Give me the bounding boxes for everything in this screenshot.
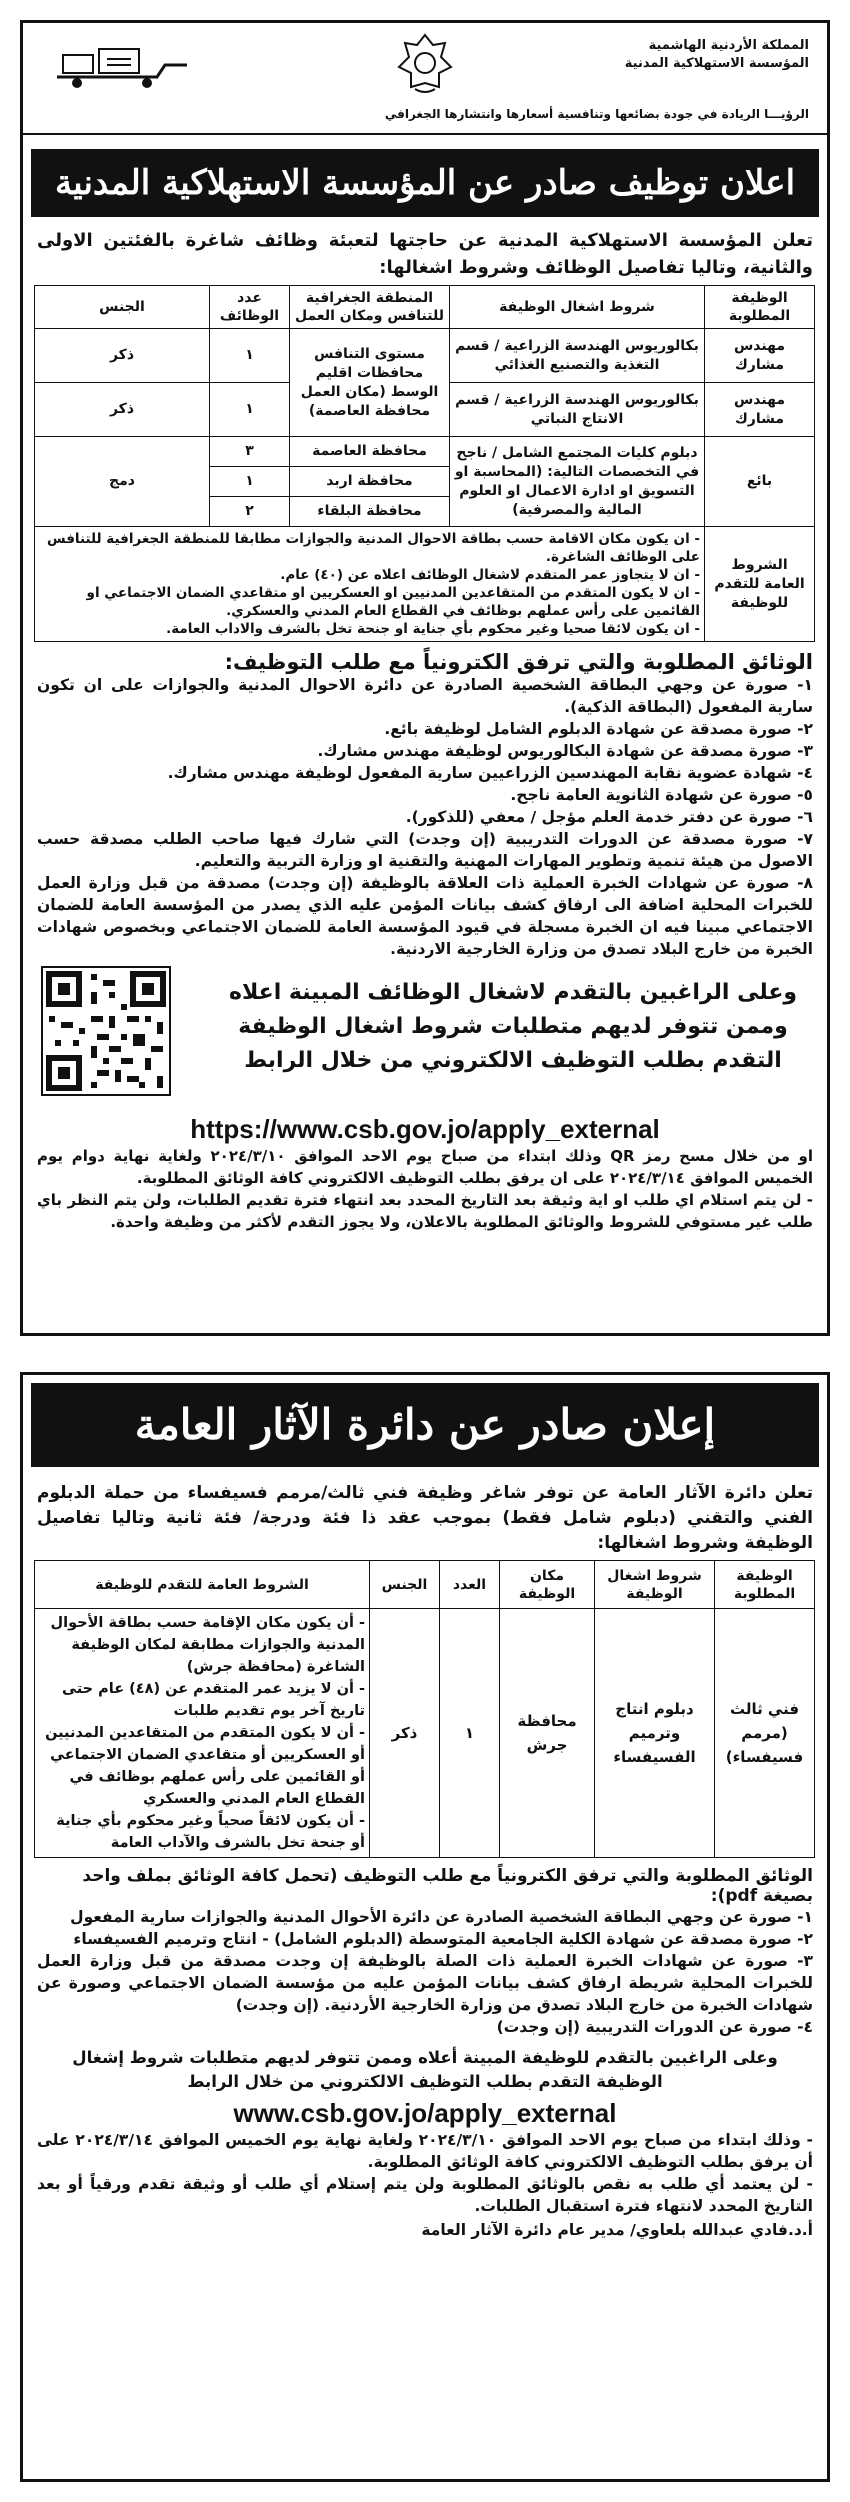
job-gender: دمج [35, 437, 210, 527]
header-requirements: شروط اشغال الوظيفة [450, 286, 705, 329]
list-item: ١- صورة عن وجهي البطاقة الشخصية الصادرة عن دائرة الأحوال المدنية والجوازات سارية المفعول [70, 1908, 813, 1926]
table-row [35, 1609, 815, 1858]
documents-list [23, 1906, 827, 2038]
general-conditions-label: الشروط العامة للتقدم للوظيفة [705, 527, 815, 642]
condition-item: - أن لا يزيد عمر المتقدم عن (٤٨) عام حتى تاريخ آخر يوم تقديم طلبات [62, 1681, 365, 1719]
condition-item: - ان لا يكون المتقدم من المتقاعدين المدنيين او العسكريين او متقاعدي الضمان الاجتماعي او القائمين على رأس عملهم بوظائف في القطاع العام المدني والعسكري. [86, 585, 700, 619]
list-item: ٣- صورة مصدقة عن شهادة البكالوريوس لوظيفة مهندس مشارك. [317, 742, 813, 760]
apply-link[interactable]: https://www.csb.gov.jo/apply_external [190, 1114, 660, 1144]
header-count: العدد [440, 1561, 500, 1609]
job-count: ١ [210, 329, 290, 383]
csc-job-ad [20, 20, 830, 1336]
notes-list [23, 2129, 827, 2217]
org-line-2: المؤسسة الاستهلاكية المدنية [624, 56, 809, 71]
table-row [35, 329, 815, 383]
job-count: ٢ [210, 497, 290, 527]
job-region: محافظة العاصمة [290, 437, 450, 467]
list-item: ٥- صورة عن شهادة الثانوية العامة ناجح. [510, 786, 813, 804]
vision-statement [385, 107, 809, 121]
condition-item: - ان يكون مكان الاقامة حسب بطاقة الاحوال المدنية والجوازات مطابقا للمنطقة الجغرافية للتنافس على الوظائف الشاغرة. [47, 531, 700, 565]
job-title: بائع [705, 437, 815, 527]
job-requirements: دبلوم كليات المجتمع الشامل / ناجح في التخصصات التالية: (المحاسبة او التسويق او ادارة الاعمال او العلوم المالية والمصرفية) [450, 437, 705, 527]
org-line-1: المملكة الأردنية الهاشمية [648, 38, 809, 53]
job-region: محافظة البلقاء [290, 497, 450, 527]
closing-block [23, 966, 827, 1106]
list-item: ٢- صورة مصدقة عن شهادة الدبلوم الشامل لوظيفة بائع. [384, 720, 813, 738]
closing-text: وعلى الراغبين بالتقدم للوظيفة المبينة أعلاه وممن تتوفر لديهم متطلبات شروط إشغال الوظيفة التقدم بطلب التوظيف الالكتروني من خلال الرابط [72, 2048, 778, 2091]
condition-item: - أن لا يكون المتقدم من المتقاعدين المدنيين أو العسكريين أو متقاعدي الضمان الاجتماعي أو القائمين على رأس عملهم بوظائف في القطاع العام المدني والعسكري [45, 1725, 365, 1807]
jobs-table [34, 1560, 815, 1858]
header-place: مكان الوظيفة [500, 1561, 595, 1609]
qr-code-icon[interactable] [41, 966, 171, 1096]
closing-text: وعلى الراغبين بالتقدم لاشغال الوظائف المبينة اعلاه وممن تتوفر لديهم متطلبات شروط اشغال الوظيفة التقدم بطلب التوظيف الالكتروني من خلال الرابط [228, 980, 798, 1073]
list-item: - وذلك ابتداء من صباح يوم الاحد الموافق ٢٠٢٤/٣/١٠ ولغاية نهاية يوم الخميس الموافق ٢٠٢٤/٣/١٤ على أن يرفق بطلب التوظيف الالكتروني كافة الوثائق المطلوبة. [37, 2131, 813, 2171]
job-title: مهندس مشارك [705, 383, 815, 437]
condition-item: - أن يكون مكان الإقامة حسب بطاقة الأحوال المدنية والجوازات مطابقة لمكان الوظيفة الشاغرة (محافظة جرش) [50, 1615, 365, 1675]
condition-item: - أن يكون لائقاً صحياً وغير محكوم بأي جناية أو جنحة تخل بالشرف والآداب العامة [56, 1813, 365, 1851]
list-item: ٢- صورة مصدقة عن شهادة الكلية الجامعية المتوسطة (الدبلوم الشامل) - انتاج وترميم الفسيفساء [73, 1930, 813, 1948]
vision-text: الريادة في جودة بضائعها وتنافسية أسعارها وانتشارها الجغرافي [384, 107, 760, 121]
header-job: الوظيفة المطلوبة [705, 286, 815, 329]
header-region: المنطقة الجغرافية للتنافس ومكان العمل [290, 286, 450, 329]
list-item: ٤- صورة عن الدورات التدريبية (إن وجدت) [496, 2018, 813, 2036]
header-conditions: الشروط العامة للتقدم للوظيفة [35, 1561, 370, 1609]
header-gender: الجنس [35, 286, 210, 329]
list-item: - لن يعتمد أي طلب به نقص بالوثائق المطلوبة ولن يتم إستلام أي طلب أو وثيقة تقدم ورقياً أو بعد التاريخ المحدد لانتهاء فترة استقبال الطلبات. [37, 2175, 813, 2215]
table-row [35, 437, 815, 467]
apply-link[interactable]: www.csb.gov.jo/apply_external [233, 2098, 617, 2128]
general-conditions-row [35, 527, 815, 642]
ad-title: اعلان توظيف صادر عن المؤسسة الاستهلاكية المدنية [31, 149, 819, 217]
signature: أ.د.فادي عبدالله بلعاوي/ مدير عام دائرة الآثار العامة [421, 2221, 813, 2239]
documents-title: الوثائق المطلوبة والتي ترفق الكترونياً مع طلب التوظيف: [224, 650, 813, 674]
job-requirements: دبلوم انتاج وترميم الفسيفساء [595, 1609, 715, 1858]
header-count: عدد الوظائف [210, 286, 290, 329]
list-item: او من خلال مسح رمز QR وذلك ابتداء من صباح يوم الاحد الموافق ٢٠٢٤/٣/١٠ ولغاية نهاية دوام يوم الخميس الموافق ٢٠٢٤/٣/١٤ على ان يرفق بطلب التوظيف الالكتروني كافة الوثائق المطلوبة. [37, 1147, 813, 1187]
documents-title: الوثائق المطلوبة والتي ترفق الكترونياً مع طلب التوظيف (تحمل كافة الوثائق بملف واحد بصيغة pdf): [82, 1866, 813, 1906]
list-item: - لن يتم استلام اي طلب او اية وثيقة بعد التاريخ المحدد بعد انتهاء فترة تقديم الطلبات، ولن يتم النظر باي طلب غير مستوفي للشروط والوثائق المطلوبة بالاعلان، ولا يجوز التقدم لأكثر من وظيفة واحدة. [37, 1191, 813, 1231]
job-place: محافظة جرش [500, 1609, 595, 1858]
org-name [625, 37, 809, 73]
ad-intro: تعلن دائرة الآثار العامة عن توفر شاغر وظيفة فني ثالث/مرمم فسيفساء من حملة الدبلوم الفني والتقني (دبلوم شامل فقط) بموجب عقد ذا فئة ودرجة/ فئة ثانية وتاليا تفاصيل الوظيفة وشروط اشغالها: [37, 1483, 813, 1553]
list-item: ٨- صورة عن شهادات الخبرة العملية ذات العلاقة بالوظيفة (إن وجدت) مصدقة من قبل وزارة العمل للخبرات المحلية اضافة الى ارفاق كشف بيانات المؤمن عليه الذي يصدر من المؤسسة العامة للضمان الاجتماعي مبينا فيه ان الخبرة مسجلة في قيود المؤسسة العامة للضمان الاجتماعي وبخصوص شهادات الخبرة من خارج البلاد تصدق من وزارة الخارجية الاردنية. [37, 874, 813, 958]
job-requirements: بكالوريوس الهندسة الزراعية / قسم الانتاج النباتي [450, 383, 705, 437]
list-item: ٣- صورة عن شهادات الخبرة العملية ذات الصلة بالوظيفة إن وجدت مصدقة من قبل وزارة العمل للخبرات المحلية شريطة ارفاق كشف بيانات المؤمن عليه من مؤسسة الضمان الاجتماعي وصورة عن شهادات الخبرة من خارج البلاد تصدق من وزارة الخارجية الأردنية. (إن وجدت) [37, 1952, 813, 2014]
jordan-crest-icon [393, 31, 457, 97]
documents-list [23, 674, 827, 960]
general-conditions [35, 1609, 370, 1858]
antiquities-job-ad [20, 1372, 830, 2482]
general-conditions [35, 527, 705, 642]
condition-item: - ان يكون لائقا صحيا وغير محكوم بأي جناية او جنحة تخل بالشرف والاداب العامة. [166, 621, 700, 637]
header-requirements: شروط اشغال الوظيفة [595, 1561, 715, 1609]
list-item: ٦- صورة عن دفتر خدمة العلم مؤجل / معفي (للذكور). [405, 808, 813, 826]
job-title: فني ثالث (مرمم فسيفساء) [715, 1609, 815, 1858]
job-count: ١ [210, 383, 290, 437]
list-item: ١- صورة عن وجهي البطاقة الشخصية الصادرة عن دائرة الاحوال المدنية والجوازات على ان تكون سارية المفعول (البطاقة الذكية). [37, 676, 813, 716]
list-item: ٧- صورة مصدقة عن الدورات التدريبية (إن وجدت) التي شارك فيها صاحب الطلب مصدقة حسب الاصول من هيئة تنمية وتطوير المهارات المهنية والتقنية او وزارة التربية والتعليم. [37, 830, 813, 870]
csc-logo-icon [47, 37, 197, 93]
ad-intro: تعلن المؤسسة الاستهلاكية المدنية عن حاجتها لتعبئة وظائف شاغرة بالفئتين الاولى والثانية، وتاليا تفاصيل الوظائف وشروط اشغالها: [37, 230, 813, 278]
condition-item: - ان لا يتجاوز عمر المتقدم لاشغال الوظائف اعلاه عن (٤٠) عام. [280, 567, 700, 583]
ad-header [23, 23, 827, 135]
ad-title: إعلان صادر عن دائرة الآثار العامة [31, 1383, 819, 1467]
jobs-table-header [35, 286, 815, 329]
job-count: ١ [440, 1609, 500, 1858]
job-region: مستوى التنافس محافظات اقليم الوسط (مكان العمل محافظة العاصمة) [290, 329, 450, 437]
job-gender: ذكر [35, 383, 210, 437]
job-gender: ذكر [370, 1609, 440, 1858]
job-count: ٣ [210, 437, 290, 467]
job-region: محافظة اربد [290, 467, 450, 497]
jobs-table [34, 285, 815, 642]
notes-list [23, 1145, 827, 1233]
job-count: ١ [210, 467, 290, 497]
job-title: مهندس مشارك [705, 329, 815, 383]
job-requirements: بكالوريوس الهندسة الزراعية / قسم التغذية والتصنيع الغذائي [450, 329, 705, 383]
header-job: الوظيفة المطلوبة [715, 1561, 815, 1609]
vision-title: الرؤيـــا [764, 107, 809, 121]
list-item: ٤- شهادة عضوية نقابة المهندسين الزراعيين سارية المفعول لوظيفة مهندس مشارك. [167, 764, 813, 782]
jobs-table-header [35, 1561, 815, 1609]
job-gender: ذكر [35, 329, 210, 383]
header-gender: الجنس [370, 1561, 440, 1609]
